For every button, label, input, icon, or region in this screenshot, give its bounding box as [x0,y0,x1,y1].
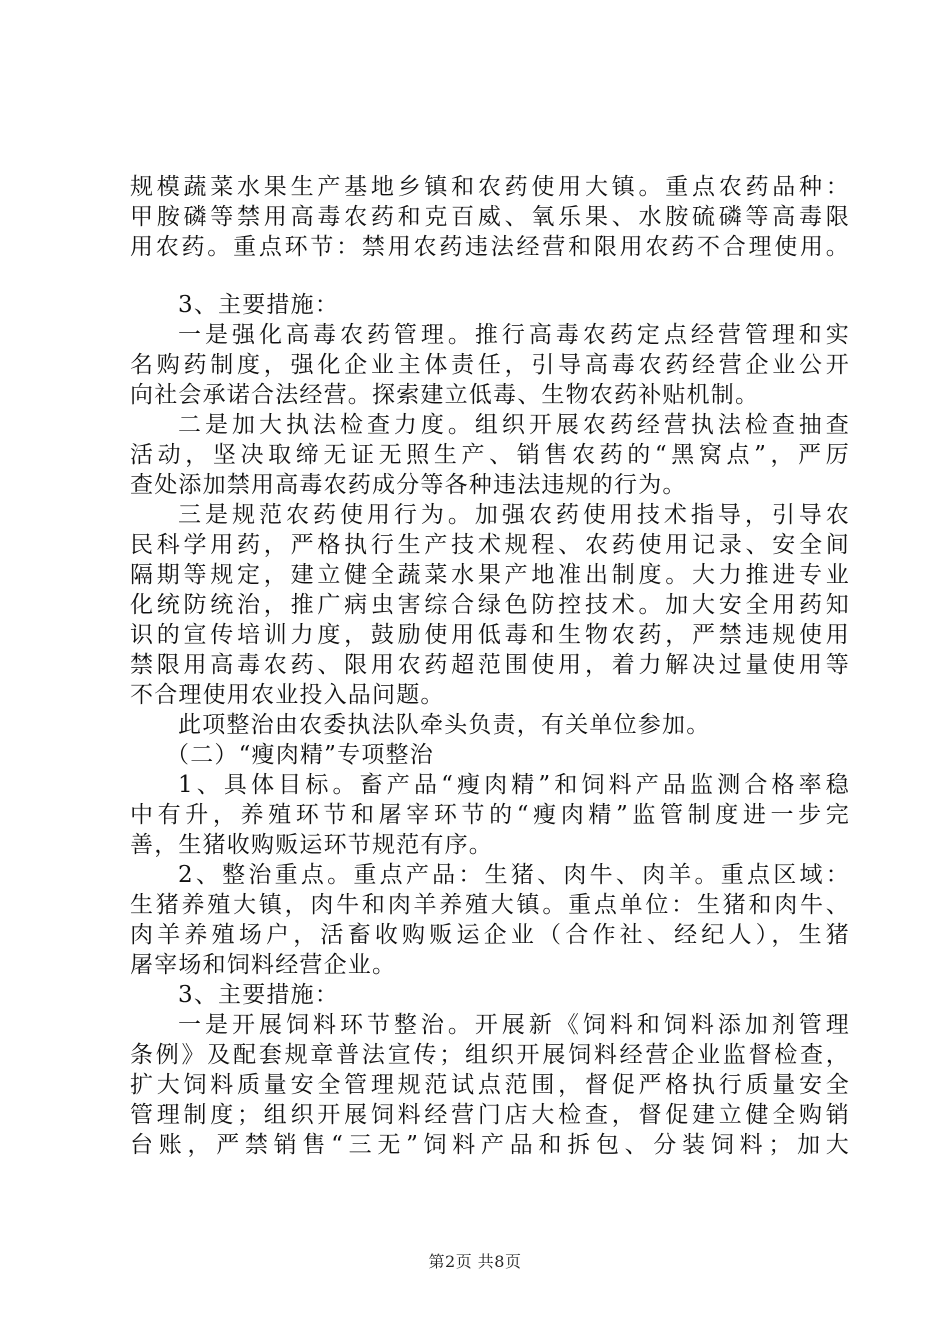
text-line: 一是强化高毒农药管理。推行高毒农药定点经营管理和实 [178,322,850,348]
text-line: 条例》及配套规章普法宣传；组织开展饲料经营企业监督检查， [130,1042,850,1068]
text-line: 识的宣传培训力度，鼓励使用低毒和生物农药，严禁违规使用 [130,622,850,648]
text-line: 3、主要措施： [178,982,340,1008]
text-line: （二）“瘦肉精”专项整治 [166,742,434,768]
text-line: 肉羊养殖场户，活畜收购贩运企业（合作社、经纪人），生猪 [130,922,850,948]
text-line: 化统防统治，推广病虫害综合绿色防控技术。加大安全用药知 [130,592,850,618]
text-line: 二是加大执法检查力度。组织开展农药经营执法检查抽查 [178,412,850,438]
text-line: 生猪养殖大镇，肉牛和肉羊养殖大镇。重点单位：生猪和肉牛、 [130,892,850,918]
text-line: 中有升，养殖环节和屠宰环节的“瘦肉精”监管制度进一步完 [130,802,850,828]
text-line: 2、整治重点。重点产品：生猪、肉牛、肉羊。重点区域： [178,862,850,888]
text-line: 三是规范农药使用行为。加强农药使用技术指导，引导农 [178,502,850,528]
text-line: 向社会承诺合法经营。探索建立低毒、生物农药补贴机制。 [130,382,760,408]
text-line: 不合理使用农业投入品问题。 [130,682,445,708]
text-line: 善，生猪收购贩运环节规范有序。 [130,832,493,858]
text-line: 屠宰场和饲料经营企业。 [130,952,397,978]
text-line: 名购药制度，强化企业主体责任，引导高毒农药经营企业公开 [130,352,850,378]
text-line: 民科学用药，严格执行生产技术规程、农药使用记录、安全间 [130,532,850,558]
text-line: 此项整治由农委执法队牵头负责，有关单位参加。 [178,712,711,738]
text-line: 禁限用高毒农药、限用农药超范围使用，着力解决过量使用等 [130,652,850,678]
text-line: 用农药。重点环节：禁用农药违法经营和限用农药不合理使用。 [130,234,850,260]
text-line: 台账，严禁销售“三无”饲料产品和拆包、分装饲料；加大 [130,1132,850,1158]
text-line: 扩大饲料质量安全管理规范试点范围，督促严格执行质量安全 [130,1072,850,1098]
text-line: 3、主要措施： [178,292,340,318]
text-line: 管理制度；组织开展饲料经营门店大检查，督促建立健全购销 [130,1102,850,1128]
text-line: 规模蔬菜水果生产基地乡镇和农药使用大镇。重点农药品种： [130,174,850,200]
text-line: 隔期等规定，建立健全蔬菜水果产地准出制度。大力推进专业 [130,562,850,588]
text-line: 一是开展饲料环节整治。开展新《饲料和饲料添加剂管理 [178,1012,850,1038]
text-line: 查处添加禁用高毒农药成分等各种违法违规的行为。 [130,472,687,498]
text-line: 1、具体目标。畜产品“瘦肉精”和饲料产品监测合格率稳 [178,772,850,798]
text-line: 甲胺磷等禁用高毒农药和克百威、氧乐果、水胺硫磷等高毒限 [130,204,850,230]
paragraph-gap [130,262,850,290]
page-footer: 第2页 共8页 [428,1252,522,1271]
text-line: 活动，坚决取缔无证无照生产、销售农药的“黑窝点”，严厉 [130,442,850,468]
document-body [130,172,850,1160]
